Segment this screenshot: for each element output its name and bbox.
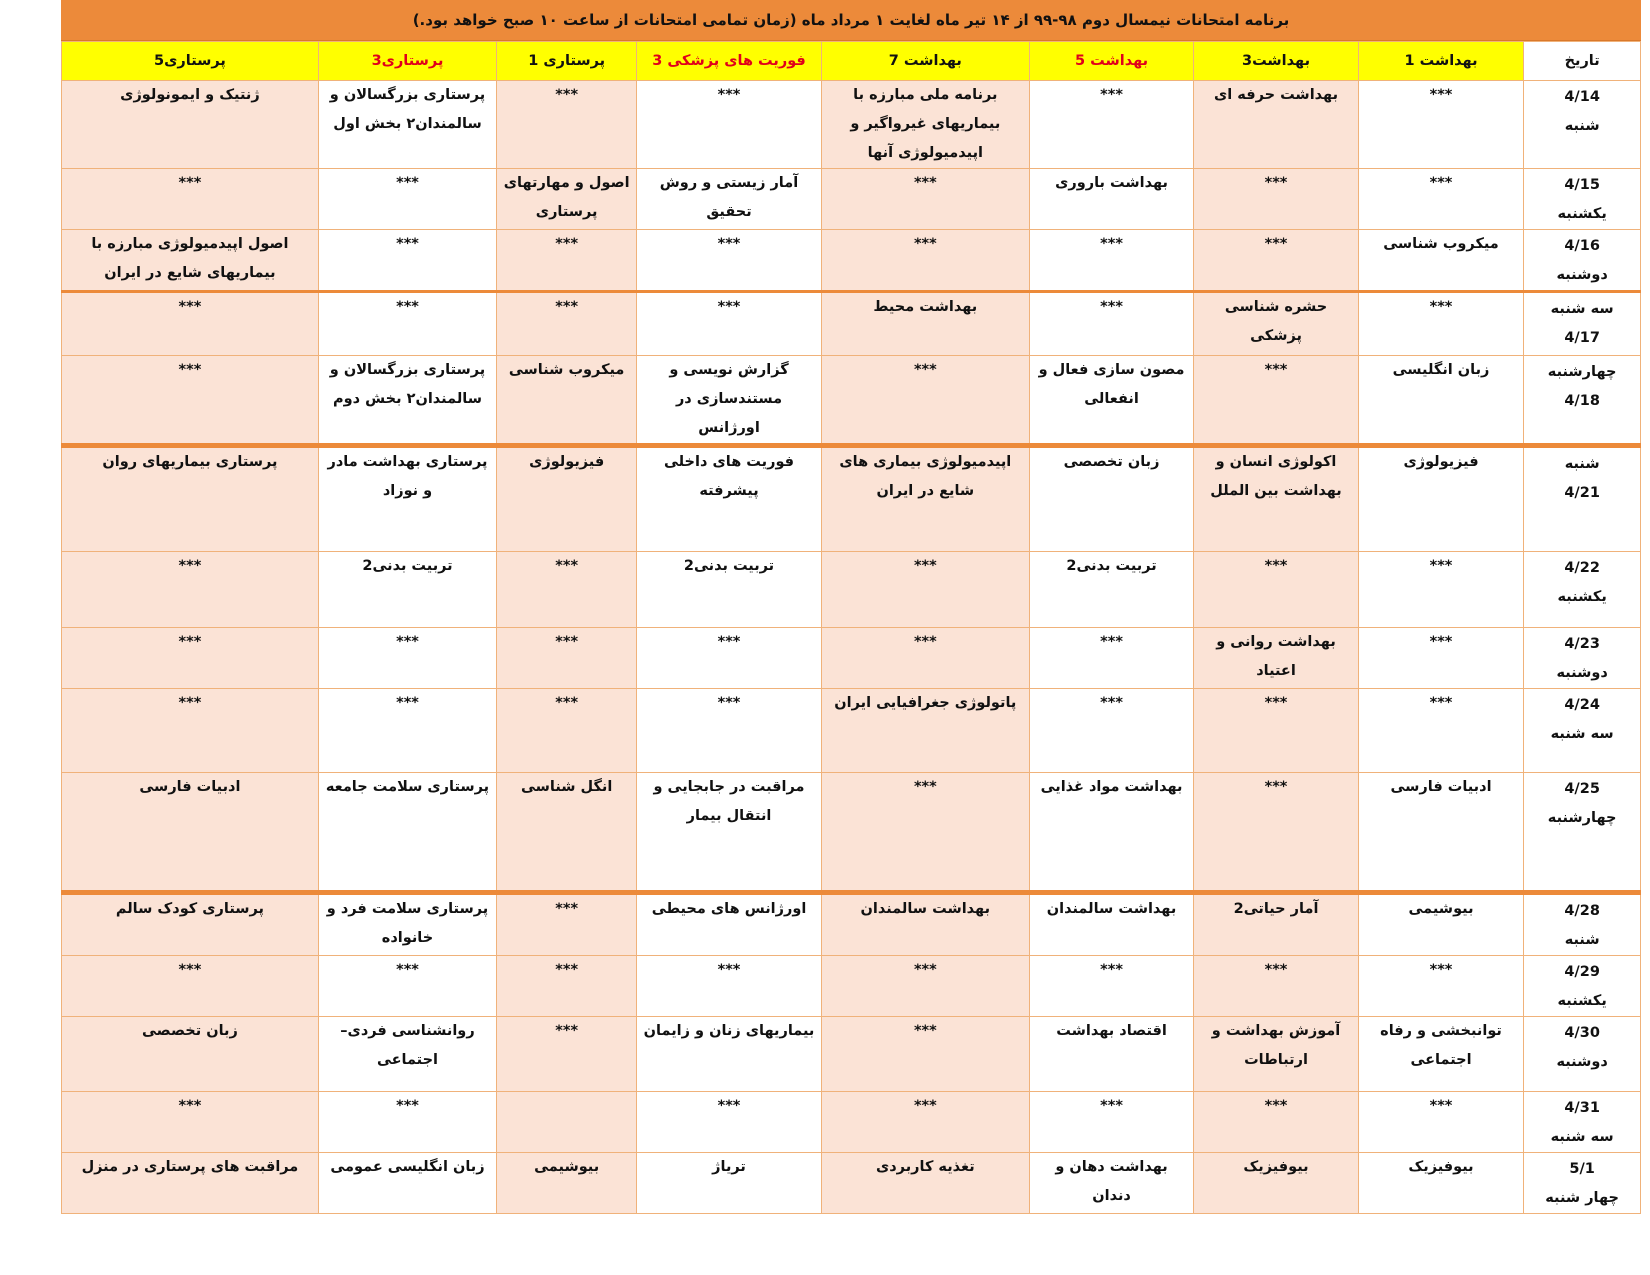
course-name (497, 1092, 637, 1153)
course-name: مراقبت در جابجایی و انتقال بیمار (637, 773, 822, 893)
exam-weekday: شنبه (1564, 932, 1600, 948)
course-name: تریاژ (637, 1153, 822, 1214)
empty-slot-marker: *** (1358, 1092, 1524, 1153)
empty-slot-marker: *** (62, 169, 319, 230)
empty-slot-marker: *** (1194, 773, 1358, 893)
exam-weekday: سه شنبه (1550, 301, 1614, 317)
exam-date: 4/24 (1564, 697, 1600, 713)
header-date: تاریخ (1524, 42, 1641, 81)
header-program-8: پرستاری5 (62, 42, 319, 81)
course-name: آمار حیاتی2 (1194, 893, 1358, 956)
empty-slot-marker: *** (1029, 956, 1193, 1017)
exam-date: 4/17 (1564, 330, 1600, 346)
exam-date: 4/31 (1564, 1100, 1600, 1116)
empty-slot-marker: *** (497, 628, 637, 689)
exam-schedule-sheet (61, 0, 1641, 1214)
table-row (62, 81, 1641, 169)
exam-date: 4/15 (1564, 177, 1600, 193)
empty-slot-marker: *** (821, 230, 1029, 292)
exam-date: 4/28 (1564, 903, 1600, 919)
course-name: گزارش نویسی و مستندسازی در اورژانس (637, 356, 822, 446)
empty-slot-marker: *** (62, 552, 319, 628)
date-cell (1524, 81, 1641, 169)
date-cell (1524, 169, 1641, 230)
exam-weekday: چهار شنبه (1545, 1190, 1620, 1206)
course-name: بیوشیمی (497, 1153, 637, 1214)
course-name: آموزش بهداشت و ارتباطات (1194, 1017, 1358, 1092)
exam-weekday: یکشنبه (1557, 589, 1607, 605)
course-name: مصون سازی فعال و انفعالی (1029, 356, 1193, 446)
empty-slot-marker: *** (1029, 230, 1193, 292)
empty-slot-marker: *** (821, 356, 1029, 446)
date-cell (1524, 773, 1641, 893)
exam-date: 4/23 (1564, 636, 1600, 652)
date-cell (1524, 1017, 1641, 1092)
empty-slot-marker: *** (1358, 628, 1524, 689)
empty-slot-marker: *** (1194, 230, 1358, 292)
course-name: اصول اپیدمیولوژی مبارزه با بیماریهای شایع در ایران (62, 230, 319, 292)
exam-weekday: یکشنبه (1557, 206, 1607, 222)
course-name: بیماریهای زنان و زایمان (637, 1017, 822, 1092)
empty-slot-marker: *** (1194, 169, 1358, 230)
empty-slot-marker: *** (497, 230, 637, 292)
course-name: پرستاری کودک سالم (62, 893, 319, 956)
header-program-6: پرستاری 1 (497, 42, 637, 81)
course-name: حشره شناسی پزشکی (1194, 292, 1358, 356)
empty-slot-marker: *** (1358, 81, 1524, 169)
course-name: فوریت های داخلی پیشرفته (637, 446, 822, 552)
exam-weekday: چهارشنبه (1547, 810, 1617, 826)
course-name: اقتصاد بهداشت (1029, 1017, 1193, 1092)
empty-slot-marker: *** (497, 1017, 637, 1092)
empty-slot-marker: *** (821, 1017, 1029, 1092)
empty-slot-marker: *** (637, 628, 822, 689)
exam-date: 4/14 (1564, 89, 1600, 105)
course-name: زبان تخصصی (62, 1017, 319, 1092)
empty-slot-marker: *** (62, 689, 319, 773)
exam-date: 4/29 (1564, 964, 1600, 980)
table-row (62, 689, 1641, 773)
empty-slot-marker: *** (497, 81, 637, 169)
empty-slot-marker: *** (1194, 356, 1358, 446)
empty-slot-marker: *** (637, 292, 822, 356)
empty-slot-marker: *** (1358, 292, 1524, 356)
exam-weekday: شنبه (1564, 118, 1600, 134)
empty-slot-marker: *** (1029, 81, 1193, 169)
exam-date: 4/21 (1564, 485, 1600, 501)
date-cell (1524, 292, 1641, 356)
table-row (62, 1017, 1641, 1092)
table-row (62, 628, 1641, 689)
empty-slot-marker: *** (1358, 689, 1524, 773)
empty-slot-marker: *** (1358, 552, 1524, 628)
header-program-4: بهداشت 7 (821, 42, 1029, 81)
table-row (62, 230, 1641, 292)
table-row (62, 169, 1641, 230)
course-name: روانشناسی فردی– اجتماعی (318, 1017, 496, 1092)
empty-slot-marker: *** (62, 356, 319, 446)
exam-weekday: سه شنبه (1550, 726, 1614, 742)
course-name: تربیت بدنی2 (637, 552, 822, 628)
exam-weekday: دوشنبه (1556, 665, 1608, 681)
course-name: انگل شناسی (497, 773, 637, 893)
empty-slot-marker: *** (637, 689, 822, 773)
date-cell (1524, 1153, 1641, 1214)
header-program-5: فوریت های پزشکی 3 (637, 42, 822, 81)
table-row (62, 446, 1641, 552)
exam-weekday: چهارشنبه (1547, 364, 1617, 380)
course-name: بهداشت باروری (1029, 169, 1193, 230)
header-row (62, 42, 1641, 81)
course-name: میکروب شناسی (497, 356, 637, 446)
empty-slot-marker: *** (637, 230, 822, 292)
empty-slot-marker: *** (318, 292, 496, 356)
table-row (62, 356, 1641, 446)
empty-slot-marker: *** (637, 956, 822, 1017)
empty-slot-marker: *** (497, 292, 637, 356)
header-program-2: بهداشت3 (1194, 42, 1358, 81)
empty-slot-marker: *** (497, 956, 637, 1017)
course-name: بهداشت سالمندان (1029, 893, 1193, 956)
course-name: اپیدمیولوژی بیماری های شایع در ایران (821, 446, 1029, 552)
empty-slot-marker: *** (62, 292, 319, 356)
course-name: پرستاری بزرگسالان و سالمندان۲ بخش اول (318, 81, 496, 169)
header-program-1: بهداشت 1 (1358, 42, 1524, 81)
course-name: بهداشت محیط (821, 292, 1029, 356)
course-name: پرستاری سلامت فرد و خانواده (318, 893, 496, 956)
table-row (62, 292, 1641, 356)
empty-slot-marker: *** (318, 230, 496, 292)
course-name: بهداشت دهان و دندان (1029, 1153, 1193, 1214)
date-cell (1524, 552, 1641, 628)
course-name: اصول و مهارتهای پرستاری (497, 169, 637, 230)
course-name: اکولوژی انسان و بهداشت بین الملل (1194, 446, 1358, 552)
empty-slot-marker: *** (62, 956, 319, 1017)
course-name: بیوشیمی (1358, 893, 1524, 956)
empty-slot-marker: *** (1194, 956, 1358, 1017)
table-row (62, 1153, 1641, 1214)
course-name: فیزیولوژی (497, 446, 637, 552)
empty-slot-marker: *** (1029, 689, 1193, 773)
empty-slot-marker: *** (497, 689, 637, 773)
exam-weekday: یکشنبه (1557, 993, 1607, 1009)
empty-slot-marker: *** (318, 956, 496, 1017)
course-name: بیوفیزیک (1194, 1153, 1358, 1214)
empty-slot-marker: *** (318, 628, 496, 689)
header-program-3: بهداشت 5 (1029, 42, 1193, 81)
empty-slot-marker: *** (1029, 1092, 1193, 1153)
empty-slot-marker: *** (821, 628, 1029, 689)
exam-date: 4/18 (1564, 393, 1600, 409)
empty-slot-marker: *** (1358, 169, 1524, 230)
exam-date: 5/1 (1569, 1161, 1595, 1177)
course-name: زبان تخصصی (1029, 446, 1193, 552)
empty-slot-marker: *** (1194, 552, 1358, 628)
course-name: تربیت بدنی2 (318, 552, 496, 628)
exam-weekday: دوشنبه (1556, 1054, 1608, 1070)
empty-slot-marker: *** (497, 893, 637, 956)
exam-date: 4/25 (1564, 781, 1600, 797)
empty-slot-marker: *** (1358, 956, 1524, 1017)
empty-slot-marker: *** (821, 552, 1029, 628)
course-name: بهداشت مواد غذایی (1029, 773, 1193, 893)
course-name: آمار زیستی و روش تحقیق (637, 169, 822, 230)
exam-schedule-table (61, 41, 1641, 1214)
course-name: توانبخشی و رفاه اجتماعی (1358, 1017, 1524, 1092)
date-cell (1524, 230, 1641, 292)
date-cell (1524, 893, 1641, 956)
exam-date: 4/22 (1564, 560, 1600, 576)
empty-slot-marker: *** (1029, 292, 1193, 356)
page-title: برنامه امتحانات نیمسال دوم ۹۸-۹۹ از ۱۴ تیر ماه لغایت ۱ مرداد ماه (زمان تمامی امتحانات از ساعت ۱۰ صبح خواهد بود.) (61, 0, 1641, 41)
empty-slot-marker: *** (821, 1092, 1029, 1153)
table-row (62, 893, 1641, 956)
empty-slot-marker: *** (637, 81, 822, 169)
course-name: فیزیولوژی (1358, 446, 1524, 552)
exam-weekday: شنبه (1564, 456, 1600, 472)
course-name: بهداشت حرفه ای (1194, 81, 1358, 169)
course-name: زبان انگلیسی عمومی (318, 1153, 496, 1214)
exam-weekday: دوشنبه (1556, 267, 1608, 283)
empty-slot-marker: *** (1194, 689, 1358, 773)
header-program-7: پرستاری3 (318, 42, 496, 81)
course-name: مراقبت های پرستاری در منزل (62, 1153, 319, 1214)
course-name: پرستاری بزرگسالان و سالمندان۲ بخش دوم (318, 356, 496, 446)
table-row (62, 773, 1641, 893)
empty-slot-marker: *** (821, 773, 1029, 893)
course-name: ژنتیک و ایمونولوژی (62, 81, 319, 169)
empty-slot-marker: *** (637, 1092, 822, 1153)
empty-slot-marker: *** (62, 1092, 319, 1153)
exam-date: 4/16 (1564, 238, 1600, 254)
empty-slot-marker: *** (62, 628, 319, 689)
empty-slot-marker: *** (318, 1092, 496, 1153)
empty-slot-marker: *** (1194, 1092, 1358, 1153)
course-name: تغذیه کاربردی (821, 1153, 1029, 1214)
course-name: ادبیات فارسی (62, 773, 319, 893)
exam-weekday: سه شنبه (1550, 1129, 1614, 1145)
course-name: ادبیات فارسی (1358, 773, 1524, 893)
empty-slot-marker: *** (821, 169, 1029, 230)
date-cell (1524, 1092, 1641, 1153)
table-row (62, 1092, 1641, 1153)
exam-date: 4/30 (1564, 1025, 1600, 1041)
course-name: بهداشت سالمندان (821, 893, 1029, 956)
course-name: برنامه ملی مبارزه با بیماریهای غیرواگیر و اپیدمیولوژی آنها (821, 81, 1029, 169)
empty-slot-marker: *** (1029, 628, 1193, 689)
course-name: اورژانس های محیطی (637, 893, 822, 956)
course-name: پرستاری بیماریهای روان (62, 446, 319, 552)
course-name: زبان انگلیسی (1358, 356, 1524, 446)
empty-slot-marker: *** (318, 169, 496, 230)
course-name: پرستاری سلامت جامعه (318, 773, 496, 893)
course-name: پاتولوژی جغرافیایی ایران (821, 689, 1029, 773)
date-cell (1524, 356, 1641, 446)
course-name: تربیت بدنی2 (1029, 552, 1193, 628)
course-name: میکروب شناسی (1358, 230, 1524, 292)
date-cell (1524, 956, 1641, 1017)
course-name: پرستاری بهداشت مادر و نوزاد (318, 446, 496, 552)
table-row (62, 552, 1641, 628)
empty-slot-marker: *** (497, 552, 637, 628)
date-cell (1524, 689, 1641, 773)
empty-slot-marker: *** (318, 689, 496, 773)
table-row (62, 956, 1641, 1017)
date-cell (1524, 628, 1641, 689)
course-name: بهداشت روانی و اعتیاد (1194, 628, 1358, 689)
date-cell (1524, 446, 1641, 552)
empty-slot-marker: *** (821, 956, 1029, 1017)
course-name: بیوفیزیک (1358, 1153, 1524, 1214)
